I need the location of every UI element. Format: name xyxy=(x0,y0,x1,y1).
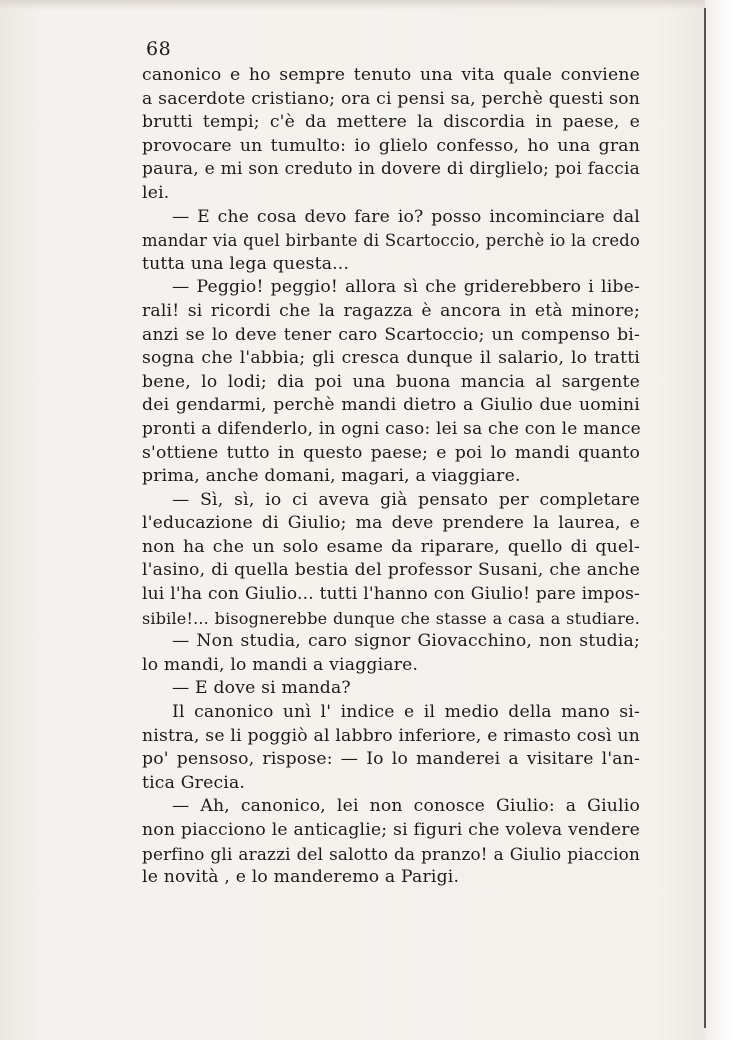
text-line: — Non studia, caro signor Giovacchino, non studia; xyxy=(172,631,640,652)
text-line: non ha che un solo esame da riparare, quello di quel- xyxy=(142,536,640,557)
text-line: l'educazione di Giulio; ma deve prendere la laurea, e xyxy=(142,513,640,534)
text-line: dei gendarmi, perchè mandi dietro a Giulio due uomini xyxy=(142,395,640,416)
text-line: a sacerdote cristiano; ora ci pensi sa, perchè questi son xyxy=(142,88,640,109)
top-shadow xyxy=(0,0,734,10)
text-line: canonico e ho sempre tenuto una vita quale conviene xyxy=(142,65,640,85)
text-line: le novità , e lo manderemo a Parigi. xyxy=(142,867,460,888)
text-line: lui l'ha con Giulio... tutti l'hanno con Giulio! pare impos- xyxy=(142,584,640,605)
text-line: paura, e mi son creduto in dovere di dirglielo; poi faccia xyxy=(142,159,640,180)
text-line: tica Grecia. xyxy=(142,772,246,793)
page-number: 68 xyxy=(146,38,172,60)
text-line: — Peggio! peggio! allora sì che griderebbero i libe- xyxy=(172,277,640,298)
text-line: sibile!... bisognerebbe dunque che stasse a casa a studiare. xyxy=(142,608,640,628)
text-line: lo mandi, lo mandi a viaggiare. xyxy=(142,654,419,675)
text-line: tutta una lega questa... xyxy=(142,253,350,274)
text-line: non piacciono le anticaglie; si figuri che voleva vendere xyxy=(142,820,640,840)
text-line: lei. xyxy=(142,182,170,203)
text-line: mandar via quel birbante di Scartoccio, perchè io la credo xyxy=(142,231,640,251)
text-line: — Sì, sì, io ci aveva già pensato per completare xyxy=(172,489,640,510)
text-line: po' pensoso, rispose: — Io lo manderei a visitare l'an- xyxy=(142,749,640,770)
text-line: bene, lo lodi; dia poi una buona mancia al sargente xyxy=(142,371,640,392)
text-line: — E dove si manda? xyxy=(172,678,351,699)
text-line: sogna che l'abbia; gli cresca dunque il salario, lo tratti xyxy=(142,348,640,369)
text-line: l'asino, di quella bestia del professor Susani, che anche xyxy=(142,560,640,581)
text-line: — Ah, canonico, lei non conosce Giulio: a Giulio xyxy=(172,796,640,817)
text-line: provocare un tumulto: io glielo confesso, ho una gran xyxy=(142,135,640,156)
binding-line xyxy=(704,8,706,1028)
text-line: brutti tempi; c'è da mettere la discordia in paese, e xyxy=(142,112,640,133)
text-line: perfino gli arazzi del salotto da pranzo! a Giulio piaccion xyxy=(142,843,640,864)
text-line: prima, anche domani, magari, a viaggiare. xyxy=(142,466,521,487)
text-line: Il canonico unì l' indice e il medio della mano si- xyxy=(172,702,640,723)
body-text xyxy=(142,64,640,890)
text-line: rali! si ricordi che la ragazza è ancora in età minore; xyxy=(142,300,640,321)
page-edge xyxy=(705,0,734,1040)
text-line: nistra, se li poggiò al labbro inferiore, e rimasto così un xyxy=(142,725,640,746)
text-line: pronti a difenderlo, in ogni caso: lei sa che con le mance xyxy=(142,418,641,439)
text-line: s'ottiene tutto in questo paese; e poi lo mandi quanto xyxy=(142,442,640,463)
text-line: anzi se lo deve tener caro Scartoccio; un compenso bi- xyxy=(142,324,640,345)
text-line: — E che cosa devo fare io? posso incominciare dal xyxy=(172,206,640,227)
